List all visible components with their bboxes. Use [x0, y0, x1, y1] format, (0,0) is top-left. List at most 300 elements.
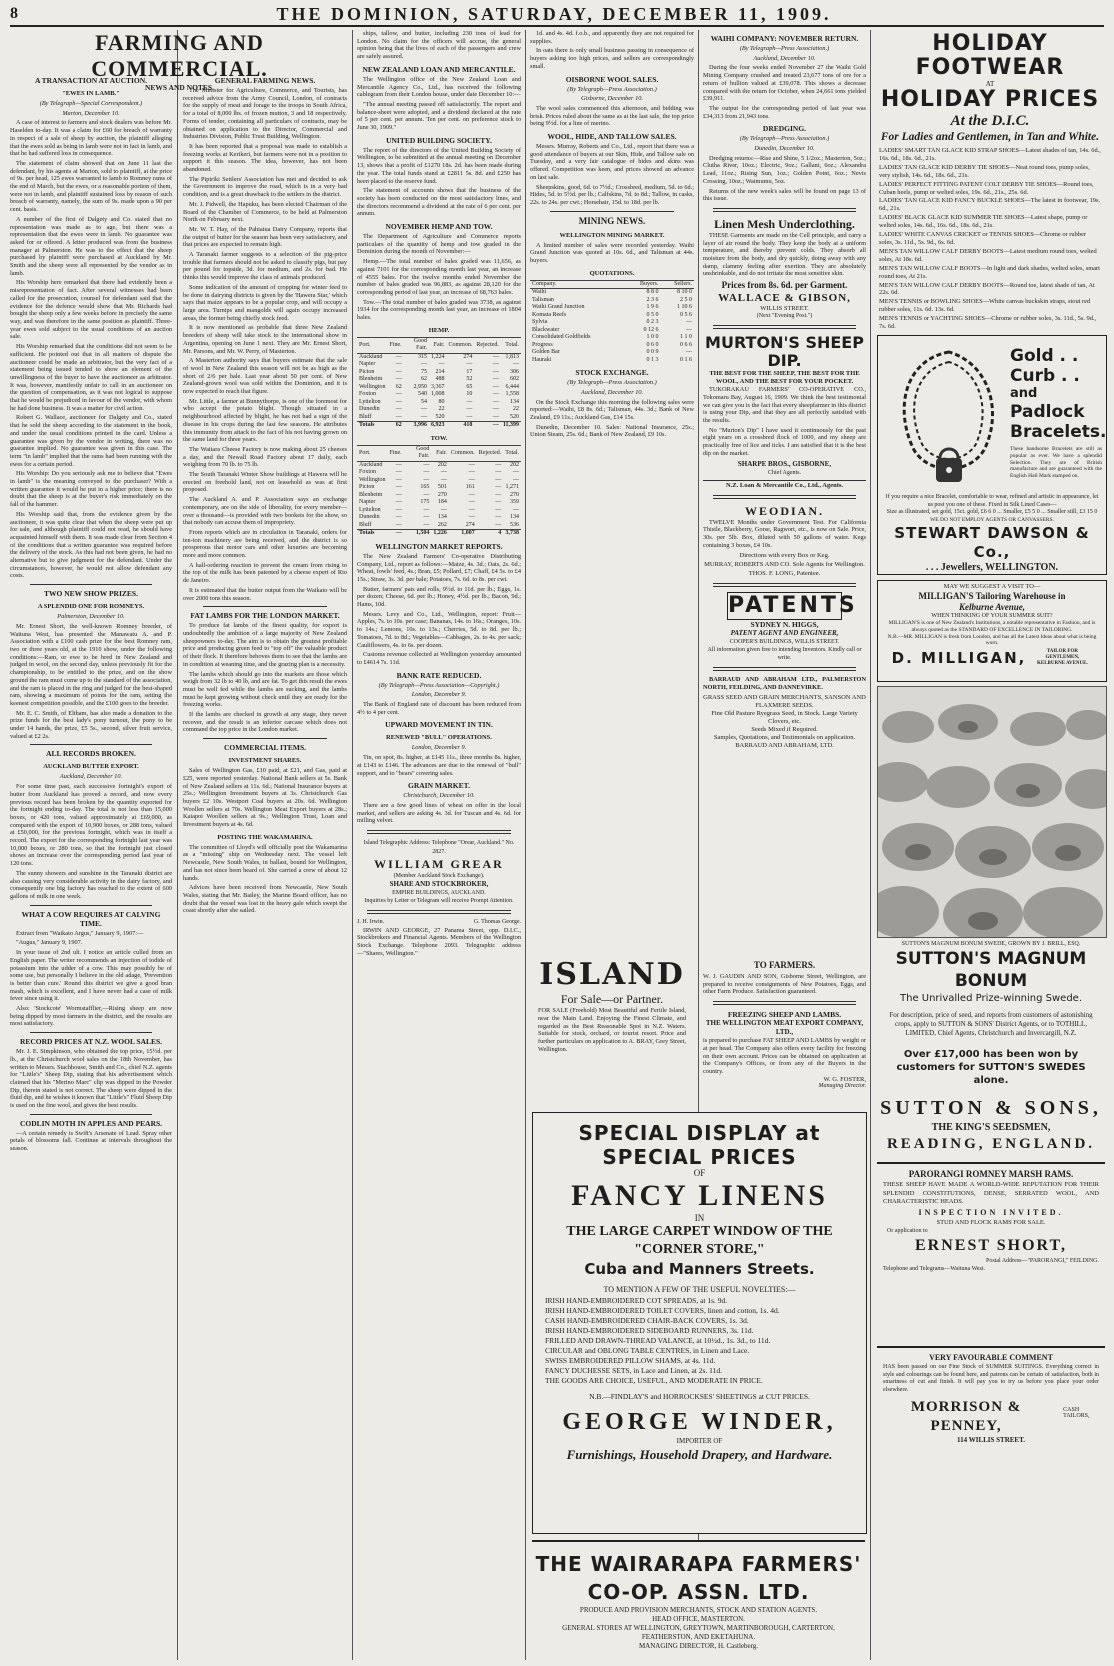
advert-body: All information given free to intending Inventors. Kindly call or write. [707, 647, 862, 662]
table-cell: 602 [510, 376, 519, 383]
paragraph: The Bank of England rate of discount has been reduced from 4½ to 4 per cent. [357, 701, 521, 716]
advert-item: LADIES' TAN GLACE KID FANCY BUCKLE SHOES—The latest in footwear, 19s. 6d., 21s. [879, 197, 1101, 213]
table-header-cell: Common. [449, 445, 477, 461]
table-row [357, 499, 521, 507]
table-cell: — [440, 469, 447, 476]
table-cell: — [395, 398, 402, 405]
table-cell: 62 [388, 422, 404, 430]
table-cell: 315 [417, 353, 427, 360]
paragraph: Customs revenue collected at Wellington yesterday amounted to £4614 7s. 11d. [357, 651, 521, 666]
advert-morrison-penney [877, 1346, 1105, 1463]
table-cell: 1,504 [404, 530, 432, 538]
advert-weodian [703, 504, 866, 579]
table-cell: — [395, 476, 402, 483]
table-cell: 0 1 6 [680, 356, 692, 363]
advert-title: Gold . . [1010, 346, 1079, 366]
paragraph: A limited number of sales were recorded yesterday. Waihi Grand Junction was quoted at 10s. 6d., and Talisman at 44s. buyers. [530, 241, 694, 265]
advert-ernest-short [877, 1162, 1105, 1344]
table-cell: — [492, 383, 499, 390]
advert-line: Telephone and Telegrams—Waituna West. [883, 1265, 985, 1272]
paragraph: There are a few good lines of wheat on offer in the local market, and sellers are asking 4s. 3d. for Tuscan and 4s. 6d. for milling velvet. [357, 801, 521, 825]
advert-item: MEN'S TENNIS or BOWLING SHOES—White canvas buckskin straps, stout red rubber soles, 11s. 6d. 13s. 6d. [879, 298, 1091, 314]
table-cell: 536 [510, 521, 519, 528]
paragraph: 1d. and 4s. 4d. f.o.b., and apparently they are not required for supplies. [530, 30, 694, 45]
table-cell: — [495, 461, 502, 468]
table-row [357, 461, 521, 469]
advert-address: Kelburne Avenue, [958, 602, 1025, 612]
advert-line: TAILOR FOR GENTLEMEN, KELBURNE AVENUE. [1036, 649, 1088, 667]
advert-line: AT [985, 80, 995, 88]
advert-signature: Managing Director. [818, 1083, 866, 1090]
advert-murtons-dip [703, 334, 866, 489]
table-cell: — [423, 476, 430, 483]
table-cell: Blackwater [532, 326, 560, 333]
advert-item: CIRCULAR and OBLONG TABLE CENTRES, in Linen and Lace. [545, 1346, 750, 1355]
table-row [530, 319, 694, 327]
dateline: Christchurch, December 10. [403, 792, 475, 800]
paragraph: A hall-ordering reaction to prevent the cream from rising to the top of the milk has been patented by a cheese expert of Rio de Janeiro. [183, 561, 347, 585]
paragraph: During the four weeks ended November 27 the Waihi Gold Mining Company crushed and treated 23,677 tons of ore for a return of bullion valued at £39,078. This shows a decrease compared with the return for October, when 24,661 tons yielded £39,911. [703, 64, 866, 103]
paragraph: Mr. Little, a farmer at Bunnythorpe, is one of the foremost for who accept the potato blight. Though situated in a neighbourhood affected by blight, he has not had a sign of the disease in his crops during the last few seasons. He attributes this immunity from attack to the fact of his not having grown on the same land for three years. [183, 397, 347, 444]
table-cell: Lyttelton [359, 506, 381, 513]
article-heading: GRAIN MARKET. [408, 781, 470, 791]
advert-line: SHARPE BROS., GISBORNE, [737, 459, 832, 468]
advert-name: ERNEST SHORT, [915, 1236, 1067, 1254]
table-row [357, 353, 521, 361]
table-cell: — [466, 361, 473, 368]
table-cell: — [492, 391, 499, 398]
swede-field-illustration [877, 686, 1107, 938]
table-cell: 1,813 [505, 353, 519, 360]
advert-title: VERY FAVOURABLE COMMENT [929, 1353, 1053, 1362]
table-cell: — [513, 361, 519, 368]
advert-address: READING, ENGLAND. [886, 1136, 1096, 1152]
table-cell: — [395, 376, 402, 383]
table-row [357, 422, 521, 430]
paragraph: It is now mentioned as probable that three New Zealand breeders of sheep will take stock to the international show in Argentina, opening on June 1 next. They are Mr. Ernest Short, Mr. Parsons, and Mr. W. Perry, of Masterton. [183, 324, 347, 355]
advert-line: GENERAL STORES AT WELLINGTON, GREYTOWN, MARTINBOROUGH, CARTERTON, FEATHERSTON, AND EKETAHUNA. [562, 1624, 835, 1641]
dateline: Auckland, December 10. [580, 388, 644, 396]
table-row [357, 376, 521, 384]
advert-title: TO FARMERS. [753, 960, 816, 970]
table-cell: — [466, 413, 473, 420]
article-heading: CODLIN MOTH IN APPLES AND PEARS. [19, 1118, 163, 1128]
table-cell: Progress [532, 341, 553, 348]
table-cell: 10 [466, 391, 473, 398]
table-cell: 274 [463, 353, 473, 360]
column-1 [10, 72, 172, 1660]
advert-body: TWELVE Months under Government Test. For California Thistle, Blackberry, Gorse, Ragwort, etc., is now on Sale. Price, 30s. per 5lb. Box, diluted with 50 gallons of water. Kegs containing 3 boxes, £4 10s. [703, 518, 866, 549]
table-cell: 0 2 3 [646, 319, 659, 326]
paragraph: A number of the first of Dalgety and Co. stated that no representation was made as to age, but there was a representation that the ewes were in lamb. No guarantee was asked for or offered. A letter produced was from the business manager at Palmerston. He was to the effect that the sheep purchased by plaintiff were purchased at Auckland by Mr. Smith and the sheep were all represented by the vendor as in lamb. [10, 215, 172, 277]
advert-title: WEODIAN. [744, 503, 824, 518]
table-cell: — [395, 391, 402, 398]
advert-line: N.Z. Loan & Mercantile Co., Ltd., Agents. [703, 480, 866, 490]
paragraph: Hemp.—The total number of bales graded was 11,656, as against 7101 for the corresponding month last year, an increase of 4555 bales. For the twelve months ended November the number of bales graded was 96,883, as against 28,120 for the corresponding period of last year, an increase of 68,763 bales. [357, 258, 521, 296]
advert-title: ISLAND [539, 958, 685, 992]
byline: (By Telegraph—Press Association.) [567, 85, 657, 93]
paragraph: The South Taranaki Winter Show buildings at Hawera will be erected on freehold land, not on leasehold as was at first proposed. [183, 471, 347, 494]
table-cell: — [492, 398, 499, 405]
table-header-row [530, 280, 694, 289]
table-cell: 134 [437, 514, 447, 521]
paragraph: "Augus," January 9, 1907. [16, 939, 83, 947]
table-cell: 52 [466, 376, 473, 383]
table-cell: 17 [466, 368, 473, 375]
table-cell: 161 [465, 484, 475, 491]
table-cell: — [423, 514, 430, 521]
table-cell: 501 [437, 484, 447, 491]
advert-item: LADIES' SMART TAN GLACE KID STRAP SHOES—Latest shades of tan, 14s. 6d., 16s. 6d., 18s. 6d., 21s. [879, 147, 1101, 162]
advert-line: WHEN THINKING OF YOUR SUMMER SUIT? [931, 613, 1053, 619]
advert-line: G. Thomas George. [473, 919, 521, 926]
advert-title: PATENTS [728, 593, 858, 619]
divider [550, 211, 674, 212]
table-header-cell: Good Fair. [404, 445, 432, 461]
advert-title: MILLIGAN'S Tailoring Warehouse in [918, 591, 1066, 601]
table-cell: — [395, 499, 402, 506]
table-cell: — [495, 469, 502, 476]
advert-item: FANCY DUCHESSE SETS, in Lace and Linen, at 2s. 11d. [545, 1366, 723, 1375]
table-cell: 306 [510, 368, 519, 375]
table-cell: Hauraki [532, 356, 552, 363]
advert-line: N.B.—FINDLAY'S and HORROCKSES' SHEETINGS at CUT PRICES. [589, 1392, 810, 1401]
paragraph: Tin, on spot, 8s. higher, at £145 11s., three months 8s. higher, at £143 to £146. The advances are due to the renewal of "bull" support, and to "bears" covering sales. [357, 754, 521, 777]
page-number: 8 [10, 5, 18, 22]
paragraph: Sheepskins, good, 6d. to 7½d.; Crossbred, medium, 5d. to 6d.; Hides, 5d. to 5½d. per lb.; Calfskins, 7d. to 8d.; Tallow, in casks, 22s. to 24s. per cwt.; Horsehair, 15d. to 18d. per lb. [530, 183, 694, 206]
article-subheading: A SPLENDID ONE FOR ROMNEYS. [37, 603, 145, 611]
table-cell: Totals [357, 422, 388, 430]
advert-line: THOS. F. LONG, Patentee. [748, 570, 821, 578]
advert-prices: Size as illustrated, set gold, 15ct. gold, £6 6 0 ... Smaller, £5 5 0 ... Smaller still, £3 15 0 [886, 509, 1098, 515]
table-cell: — [492, 406, 499, 413]
table-row [530, 297, 694, 305]
table-header-cell: Rejected. [477, 445, 504, 461]
paragraph: Returns of the new week's sales will be found on page 13 of this issue. [703, 187, 866, 203]
paragraph: "The annual meeting passed off satisfactorily. The report and balance-sheet were adopted, and a dividend declared at the rate of 5 per cent. per annum. Ten per cent. on preference stock to June 30, 1909." [357, 100, 521, 132]
table-row [530, 357, 694, 365]
article-subheading: AUCKLAND BUTTER EXPORT. [43, 763, 139, 771]
table-row [357, 484, 521, 492]
table-cell: — [495, 521, 502, 528]
article-heading: ALL RECORDS BROKEN. [46, 749, 136, 759]
advert-linen-mesh [703, 217, 866, 320]
advert-name: D. MILLIGAN, [891, 649, 1027, 668]
table-cell: 418 [446, 422, 474, 430]
paragraph: The Auckland A. and P. Association says an exchange contemporary, are on the side of liberality, for every member—over a thousand—is provided with two bookets for the show, so that nobody can accuse them of impropriety. [183, 496, 347, 527]
advert-title: Bracelets. [1010, 422, 1107, 442]
article-heading: WAIHI COMPANY: NOVEMBER RETURN. [710, 34, 859, 43]
table-cell: — [495, 514, 502, 521]
paragraph: A case of interest to farmers and stock dealers was before Mr. Haselden to-day. It was a claim for £60 for breach of warranty in respect of a sale of sheep by auction, the plaintiff alleging that the ewes sold as being in lamb were not in fact in lamb, and that he had suffered loss in consequence. [10, 119, 172, 158]
table-cell: — [468, 491, 475, 498]
table-cell: Auckland [359, 461, 383, 468]
paragraph: Messrs. Levy and Co., Ltd., Wellington, report: Fruit—Apples, 7s. to 10s. per case; Bananas, 14s. to 16s.; Oranges, 10s. to 14s.; Lemons, 10s. to 13s.; Cherries, 5d. to 8d. per lb.; Tomatoes, 7d. to 8d.; Vegetables—Cabbages, 2s. to 4s. per sack; Cauliflowers, 4s. to 6s. per dozen. [357, 610, 521, 649]
table-cell: 270 [437, 491, 447, 498]
paragraph: For some time past, each successive fortnight's export of butter from Auckland has proved a record, and now every previous record has been broken by the quantity exported for the fortnight ending to-day. The total is not less than 15,000 boxes, or 420 tons, valued approximately at £69,000, as compared with the export of 10,900 boxes, or 288 tons, valued at £50,000, for the previous fortnight, which was in itself a record. The export for the corresponding fortnight last year was 10,000 boxes, or 280 tons, so that the fortnight just closed shows an increase over the corresponding period last year of 120 tons. [10, 783, 172, 868]
paragraph: The Pipiriki Settlers' Association has met and decided to ask the Government to improve the road, which is in a very bad condition, and is a great drawback to the settlers in the district. [183, 175, 347, 199]
table-cell: — [395, 361, 402, 368]
dateline: Palmerston, December 10. [57, 613, 125, 621]
paragraph: His Worship: Do you seriously ask me to believe that "Ewes in lamb" is the meaning conveyed to the purchaser? With a written guarantee it would be put in a higher price; there is no doubt that the sheep is at the buyer's risk immediately on the fall of the hammer. [10, 470, 172, 509]
paragraph: A Taranaki farmer suggests to a selection of the pig-price trouble that farmers should not be asked to classify pigs, but pay per pound for topside, 3d. for medium, and 2s. for bad. He thinks this would improve the class of animals produced. [183, 251, 347, 282]
paragraph: His Worship remarked that the conditions did not seem to be sufficient. He pointed out that in all matters of dispute the auctioneer could be made an arbitrator, but the very fact of a statement being issued tended to show an element of the unwillingness of the buyer to have the auctioneer as arbitrator. It was, however, manifestly unfair to call in an auctioneer on the question of compensation, as it was not logical to suppose that he would be prejudiced in favour of the vendor, with whom he had done business. It was a matter for civil action. [10, 343, 172, 412]
paragraph: Dunedin, December 10. Sales: National Insurance, 25s.; Union Steam, 25s. 6d.; Bank of New Zealand, £9 10s. [530, 423, 694, 439]
table-cell: — [420, 361, 427, 368]
table-cell: Totals [357, 530, 388, 538]
table-cell: Sylvia [532, 319, 548, 326]
advert-grear [357, 839, 521, 905]
divider [367, 910, 511, 914]
column-rule [352, 30, 353, 1660]
table-cell: — [466, 406, 473, 413]
column-rule [870, 30, 871, 1660]
table-cell: — [513, 476, 519, 483]
table-row [357, 391, 521, 399]
advert-item: FRILLED AND DRAWN-THREAD VALANCE, at 10½d., 1s. 3d., to 11d. [545, 1336, 771, 1345]
table-cell: 274 [465, 521, 475, 528]
table-cell: 202 [437, 461, 447, 468]
table-cell: Foxton [359, 391, 377, 398]
advert-line: GRASS SEED AND GRAIN MERCHANTS, SANSON AND FLAXMERE SEEDS. [703, 693, 866, 709]
dateline: Marton, December 10. [62, 109, 120, 117]
table-cell: 0 6 0 [646, 341, 659, 348]
advert-name: SUTTON & SONS, [880, 1097, 1102, 1119]
paragraph: A Masterton authority says that buyers estimate that the sale of wool in New Zealand this season will not be as high as the short of 2/6 per bale. Last year about 50 per cent. of New Zealand-grown wool was sold within the Dominion, and it is now expected to reach that figure. [183, 357, 347, 396]
table-row [357, 384, 521, 392]
advert-line: At the D.I.C. [950, 113, 1030, 129]
paragraph: IRWIN AND GEORGE, 27 Panama Street, opp. D.I.C., Stockbrokers and Financial Agents. Members of the Wellington Stock Exchange. Telephone 2093. Telegraphic address—"Shares, Wellington." [357, 926, 521, 957]
table-header-cell: Rejected. [474, 337, 501, 353]
table-cell: — [513, 506, 519, 513]
paragraph: Also: 'Stockcote' Wormstafflier,—Rising sheep are now being dipped by most farmers in the district, and the results are most satisfactory. [10, 1005, 172, 1028]
advert-milligan [877, 580, 1107, 682]
table-row [357, 399, 521, 407]
table-cell: — [395, 506, 402, 513]
table-cell: 2 3 6 [646, 296, 659, 303]
table-header-row [357, 337, 521, 353]
advert-title: SUTTON'S MAGNUM BONUM [895, 949, 1087, 991]
table-cell: 520 [435, 413, 445, 420]
table-cell: — [423, 506, 430, 513]
divider [30, 744, 152, 745]
dateline: Auckland, December 10. [59, 773, 123, 781]
advert-patents [703, 592, 866, 662]
advert-stewart-dawson [877, 335, 1107, 575]
table-cell: — [466, 398, 473, 405]
table-cell: Lyttelton [359, 398, 381, 405]
table-cell: 0 5 6 [680, 311, 692, 318]
advert-item: MEN'S TAN WILLOW CALF DERBY BOOTS—Latest medium round toes, welted soles, At 18s. 6d. [879, 247, 1097, 263]
paragraph: It has been reported that a proposal was made to establish a freezing works at Kerikeri, but farmers were not in a position to support it this season. The idea, however, has not been abandoned. [183, 142, 347, 174]
byline: (By Telegraph—Special Correspondent.) [39, 100, 143, 107]
article-heading: NOVEMBER HEMP AND TOW. [385, 222, 493, 232]
paragraph: The sunny showers and sunshine in the Taranaki district are also causing very considerable activity in the dairy factory, and consequently one big factory has reached to the extent of 600 gallons of milk in one week. [10, 869, 172, 900]
table-header-cell: Fair. [431, 445, 449, 461]
byline: (By Telegraph—Press Association.) [739, 135, 830, 143]
table-cell: — [395, 406, 402, 413]
table-cell: 22 [438, 406, 445, 413]
table-caption: TOW. [430, 434, 448, 442]
swede-field-icon [878, 687, 1106, 937]
paragraph: Advices have been received from Newcastle, New South Wales, stating that Mr. Bailey, the Marine Board officer, has no doubt that the vessel was lost in the heavy gale which swept the coast shortly after she sailed. [183, 884, 347, 915]
column-3 [357, 30, 521, 1660]
table-cell: 1,224 [430, 353, 445, 360]
table-cell: — [395, 521, 402, 528]
advert-body: is prepared to purchase FAT SHEEP AND LAMBS by weight or at per head. The Company also offers every facility for freezing on their own account. Prices can be obtained on application at the Company's Offices, or from any of the Buyers in the country. [703, 1037, 866, 1075]
table-cell: 488 [435, 376, 445, 383]
article-heading: WELLINGTON MARKET REPORTS. [375, 541, 503, 551]
paragraph: The lambs which should go into the markets are those which weigh from 32 lb to 40 lb, and are fat. To get this result the ewes must be well fed while the lambs are sucking, and the lambs must be kept growing without check until they are ready for the freezing works. [183, 670, 347, 709]
table-cell: 22 [513, 406, 519, 413]
divider [203, 606, 327, 607]
advert-line: PRODUCE AND PROVISION MERCHANTS, STOCK AND STATION AGENTS. [579, 1606, 818, 1614]
advert-item: CASH HAND-EMBROIDERED CHAIR-BACK COVERS, 1s. 3d. [545, 1316, 749, 1325]
table-header-cell: Buyers. [626, 280, 661, 289]
table-cell: 11,399 [502, 422, 519, 429]
section-subtitle: NEWS AND NOTES. [145, 83, 214, 92]
table-cell: Wellington [359, 383, 386, 390]
advert-body: For description, price of seed, and reports from customers of astonishing crops, apply to SUTTON & SONS' District Agents, or to TOTHILL, LIMITED, Chief Agents, Christchurch and Invercargill, N.Z. [889, 1011, 1093, 1037]
table-cell: Dunedin [359, 514, 380, 521]
table-cell: 1,008 [430, 391, 445, 398]
table-cell: — [395, 514, 402, 521]
paragraph: The wool sales commenced this afternoon, and bidding was brisk. Prices ruled about the same as at the last sale, the top price being 9½d. for a line of merino. [530, 104, 694, 128]
paragraph: In oats there is only small business passing in consequence of buyers asking too high prices, and sellers are correspondingly small. [530, 47, 694, 70]
table-cell: Napier [359, 499, 376, 506]
article-heading: GENERAL FARMING NEWS. [214, 76, 316, 85]
advert-name: MORRISON & PENNEY, [910, 1399, 1022, 1434]
paragraph: Mr. W. T. Hay, of the Pahiatua Dairy Company, reports that the output of butter for the season has been very satisfactory, and that prices are expected to remain high. [183, 225, 347, 249]
table-cell: 520 [510, 413, 519, 420]
advert-line: MANAGING DIRECTOR, H. Castleberg. [638, 1642, 759, 1650]
article-heading: MINING NEWS. [578, 215, 646, 226]
table-cell: — [495, 476, 502, 483]
advert-sutton [877, 940, 1105, 1156]
table-row [530, 304, 694, 312]
advert-body: W. J. GAUDIN AND SON, Gisborne Street, Wellington, are prepared to receive consignments of New Potatoes, Eggs, and other Farm Produce. Satisfaction guaranteed. [703, 973, 866, 996]
table-cell: Picton [359, 368, 375, 375]
byline: (By Telegraph—Press Association.) [567, 379, 657, 387]
paragraph: His Worship here remarked that there had evidently been a misrepresentation of fact. After several witnesses had been called for the prosecution, counsel for defendant said that the evidence for the defence would show that Mr. Richards had bought the sheep only a few weeks before in precisely the same way, and was therefore in the same position as plaintiff. Three-year ewes sold subject to the usual conditions of an auction sale. [10, 279, 172, 341]
table-cell: — [423, 491, 430, 498]
table-cell: 62 [420, 376, 427, 383]
paragraph: In your issue of 2nd ult. I notice an article culled from an English paper. The writer recommends an injection of iodide of potassium into the udder of a cow. This may possibly be of some use, but personally I believe in the old adage, 'Prevention is better than cure.' Round this district we give a good bran mash, which is excellent, and I have never had a case of milk fever since using it. [10, 949, 172, 1003]
table-cell: 65 [466, 383, 473, 390]
tow-table [357, 445, 521, 538]
advert-line: CASH TAILORS, [1063, 1407, 1090, 1419]
table-cell: — [468, 461, 475, 468]
article-heading: UNITED BUILDING SOCIETY. [386, 135, 492, 145]
table-cell: — [420, 406, 427, 413]
advert-item: LADIES' TAN GLACE KID DERBY TIE SHOES—Neat round toes, pump soles, very stylish, 14s. 6d., 18s. 6d., 21s. [879, 163, 1090, 179]
advert-caption: SUTTON'S MAGNUM BONUM SWEDE, GROWN BY J. BRILL, ESQ. [901, 941, 1081, 947]
advert-line: Inquiries by Letter or Telegram will receive Prompt Attention. [364, 898, 514, 905]
advert-body: MILLIGAN'S is one of New Zealand's Institutions, a notable representative in Fashion, and is always quoted as the STANDARD OF EXCELLENCE IN TAILORING. [888, 620, 1096, 633]
table-cell: — [492, 376, 499, 383]
table-cell: — [468, 514, 475, 521]
advert-title: FREEZING SHEEP AND LAMBS. [727, 1010, 842, 1020]
table-row [357, 369, 521, 377]
paragraph: Mr. J. E. Simpkinson, who obtained the top price, 15½d. per lb., at the Christchurch wool sales on the 18th November, has written to Messrs. Stachhouse, Smith and Co., chief N.Z. agents for "Little's" Sheep Dip, stating that his advertisement which claimed that his "Merino Marc" clip was dipped in the Powder Dip, therein stated is not correct. The sheep were dipped in the fluid dip, and he wishes it known that "Little's" Fluid Sheep Dip is used on the fine wool, and gives the best results. [10, 1048, 172, 1110]
mining-quotes-table [530, 280, 694, 365]
table-cell: — [468, 476, 475, 483]
article-heading: RECORD PRICES AT N.Z. WOOL SALES. [19, 1037, 163, 1047]
advert-title: MURTON'S SHEEP DIP. [705, 333, 864, 371]
table-row [357, 522, 521, 530]
table-cell: 6,923 [430, 422, 445, 429]
table-cell: Waihi Grand Junction [532, 304, 585, 311]
table-cell: — [395, 353, 402, 360]
table-cell: Napier [359, 361, 376, 368]
article-heading: STOCK EXCHANGE. [575, 368, 649, 378]
paragraph: The Waitara Cheese Factory is now making about 25 cheeses a day, and the Newall Road Factory about 17 daily, each weighing from 70 lb. to 75 lb. [183, 445, 347, 469]
advert-address: Postal Address—"PARORANGI," FEILDING. [985, 1257, 1099, 1264]
advert-item-list [533, 1294, 866, 1388]
table-cell: 1 1 0 [680, 334, 692, 341]
article-heading: WOOL, HIDE, AND TALLOW SALES. [547, 132, 677, 142]
table-cell: Golden Bar [532, 349, 560, 356]
table-cell: — [468, 469, 475, 476]
advert-line: THE BEST FOR THE SHEEP, THE BEST FOR THE WOOL, AND THE BEST FOR YOUR POCKET. [709, 370, 860, 386]
table-header-cell: Common. [446, 337, 474, 353]
table-cell: — [395, 413, 402, 420]
table-cell: — [495, 499, 502, 506]
bracelet-icon [884, 340, 1014, 490]
table-cell: — [495, 484, 502, 491]
advert-headline: FANCY LINENS [571, 1179, 828, 1212]
table-cell: 262 [437, 521, 447, 528]
advert-item: MEN'S TAN WILLOW CALF DERBY BOOTS—Round toe, latest shade of tan, At 22s. 6d. [879, 281, 1095, 297]
masthead-title: THE DOMINION, SATURDAY, DECEMBER 11, 1909. [276, 3, 832, 24]
table-row [357, 361, 521, 369]
advert-signature: W. G. FOSTER, [823, 1075, 866, 1083]
paragraph: Extract from "Waikato Argus," January 9, 1907:— [16, 929, 144, 937]
advert-body: HAS been passed on our Fine Stock of SUMMER SUITINGS. Everything correct in style and colourings can be found here, and patrons can be certain of satisfaction, both in smartness of cut and finish. It will pay you to try us before you place your order elsewhere. [883, 1364, 1099, 1393]
table-cell: — [440, 476, 447, 483]
advert-item: LADIES' PERFECT FITTING PATENT COLT DERBY TIE SHOES—Round toes, Cuban heels, pump or welted soles, 19s. 6d., 21s., 25s. 6d. [879, 180, 1094, 196]
table-header-cell: Good Fair. [404, 337, 429, 353]
table-cell: 540 [417, 391, 427, 398]
table-row [530, 289, 694, 297]
advert-item: IRISH HAND-EMBROIDERED COT SPREADS, at 1s. 9d. [545, 1296, 728, 1305]
article-heading: COMMERCIAL ITEMS. [223, 743, 307, 753]
advert-subtitle: The Unrivalled Prize-winning Swede. [900, 993, 1082, 1004]
paragraph: Mr. Ernest Short, the well-known Romney breeder, of Waituna West, has presented the Manawatu A. and P. Association with a £100 cash prize for the best Romney ram, two or three years old, at the 1910 show, under the following conditions:—Ram, or ewe to be bred in New Zealand and judged in wool, on the second day, unless previously fit for the championship, to be entitled to the prize, and on the show ground the ram must come up to the standard of the association, and the ram is placed in the ring and judged for the best-shaped ram, showing a maximum of points for the ram, setting the keenest competition possible, and the £100 goes to the breeder. [10, 622, 172, 707]
table-cell: Picton [359, 484, 375, 491]
table-cell: — [474, 422, 501, 430]
advert-item: LADIES' BLACK GLACE KID SUMMER TIE SHOES—Latest shape, pump or welted soles, 14s. 6d., 16s. 6d., 18s. 6d., 21s. [879, 214, 1088, 230]
advert-line: IN [694, 1213, 705, 1223]
table-cell: 0 6 6 [680, 341, 692, 348]
table-cell: — [395, 484, 402, 491]
table-cell: — [388, 530, 404, 538]
advert-body: THESE Garments are made on the Cell principle, and carry a layer of air round the body. They keep the body at a uniform temperature, and thereby prevent colds. They absorb all moisture from the body, and dry quickly, doing away with any damp, clammy feeling after exertion. They are absolutely unshrinkable, and do not irritate the most sensitive skin. [703, 231, 866, 278]
divider [713, 325, 856, 329]
paragraph: The statement of claim showed that on June 11 last the defendant, by his agents at Marton, sold to plaintiff, at the price of 9s. per head, 125 ewes warranted to lamb to Romney rams of the end of March, but the ewes, or a reasonable portion of them, were not in lamb, and plaintiff sustained loss by reason of such breach of warranty, namely, the sum of 9s. made upon a 90 per cent. basis. [10, 159, 172, 214]
advert-body: TUKORAKAU FARMERS' CO-OPERATIVE CO., Tokomaru Bay, August 16, 1909. We think the best testimonial we can give you is the fact that every sheepfarmer in this district is using your Dip, and that they are all perfectly satisfied with the results. [703, 386, 866, 424]
advert-line: Furnishings, Household Drapery, and Hardware. [566, 1447, 833, 1462]
table-cell: 202 [510, 461, 519, 468]
table-row [357, 477, 521, 485]
table-caption: HEMP. [428, 326, 450, 334]
table-cell: Waihi [532, 289, 547, 296]
advert-signatures [357, 919, 521, 927]
paragraph: The Wellington office of the New Zealand Loan and Mercantile Agency Co., Ltd., has received the following cablegram from their London house, under date December 10:— [357, 75, 521, 99]
table-cell: — [495, 491, 502, 498]
advert-name: GEORGE WINDER, [562, 1409, 837, 1435]
advert-item: MEN'S TENNIS or YACHTING SHOES—Chrome or rubber soles, 3s. 11d., 5s. 9d., 7s. 6d. [879, 315, 1097, 330]
